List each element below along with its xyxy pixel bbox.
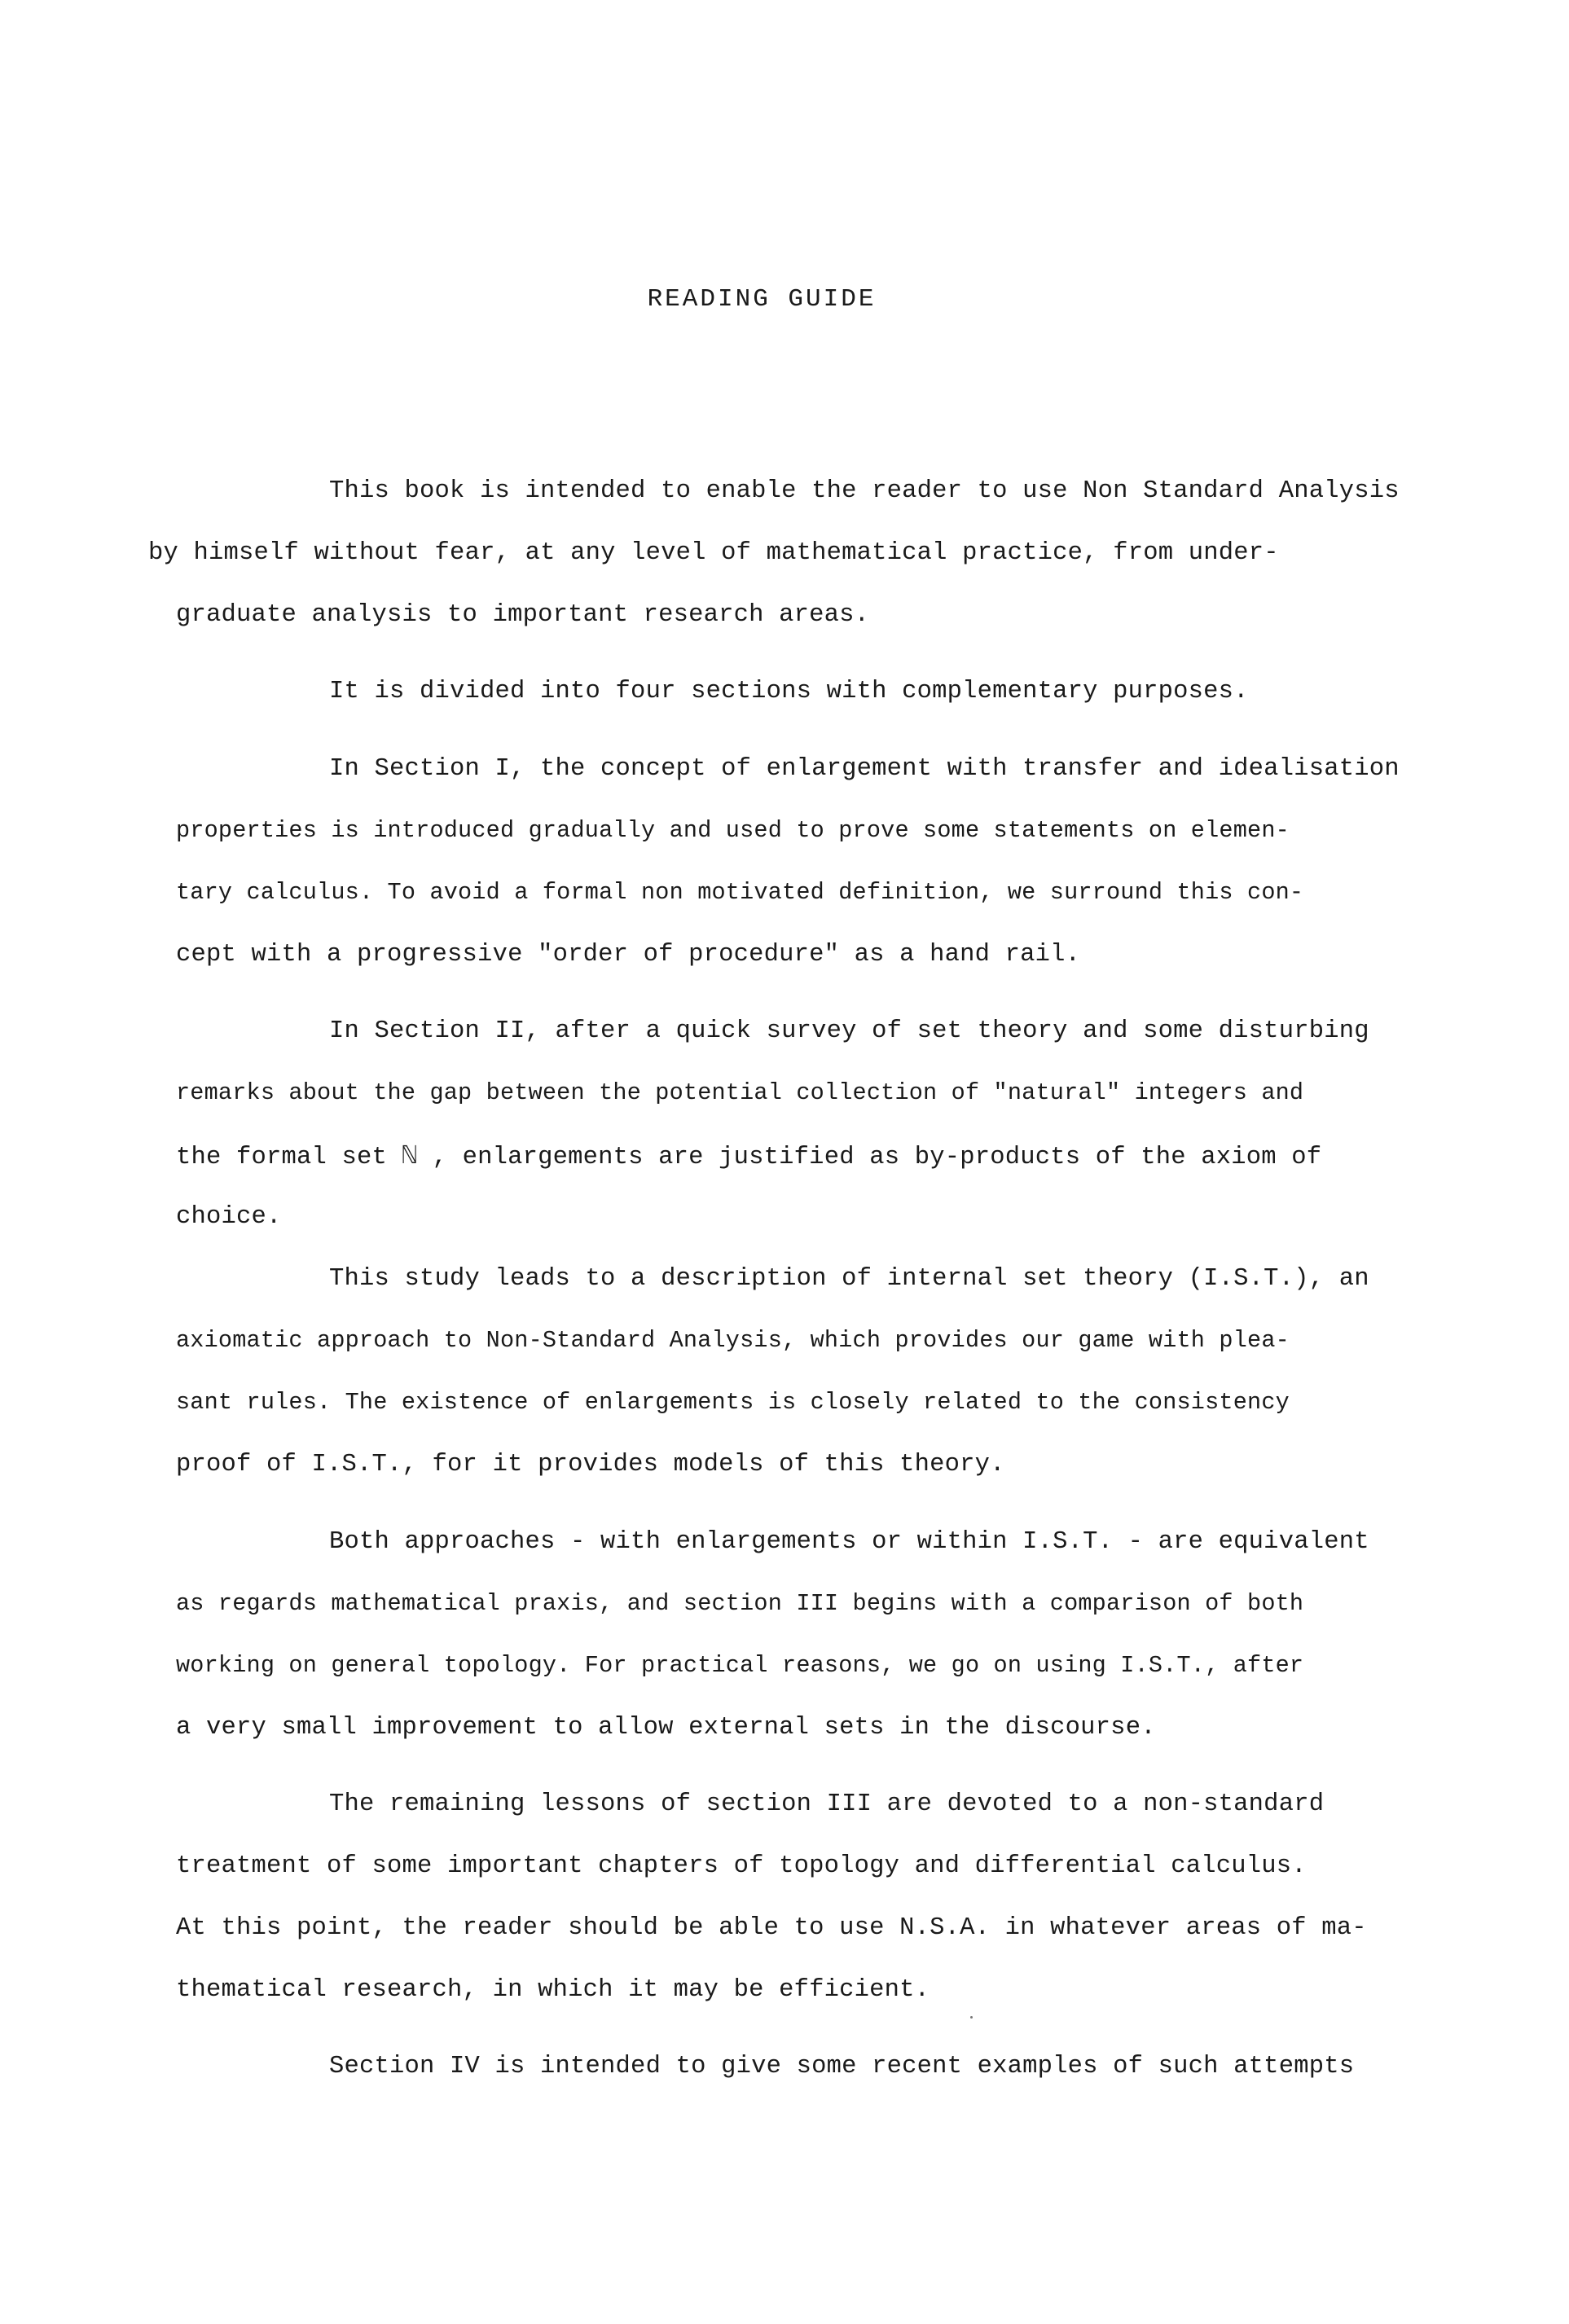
- text-line: as regards mathematical praxis, and section III begins with a comparison of both: [176, 1590, 1304, 1617]
- page-title: READING GUIDE: [647, 285, 877, 314]
- text-line: The remaining lessons of section III are devoted to a non-standard: [329, 1790, 1325, 1818]
- text-line: choice.: [176, 1203, 282, 1231]
- text-line: remarks about the gap between the potential collection of "natural" integers and: [176, 1079, 1304, 1106]
- text-line: the formal set ℕ , enlargements are justified as by-products of the axiom of: [176, 1144, 1322, 1171]
- text-line: sant rules. The existence of enlargements is closely related to the consistency: [176, 1389, 1290, 1416]
- stray-dot: [970, 2016, 973, 2019]
- text-line: At this point, the reader should be able to use N.S.A. in whatever areas of ma-: [176, 1914, 1367, 1942]
- text-line: In Section I, the concept of enlargement with transfer and idealisation: [329, 755, 1400, 783]
- text-line: Section IV is intended to give some recent examples of such attempts: [329, 2053, 1355, 2080]
- text-line: tary calculus. To avoid a formal non motivated definition, we surround this con-: [176, 879, 1304, 906]
- text-line: In Section II, after a quick survey of set theory and some disturbing: [329, 1017, 1369, 1045]
- text-line: Both approaches - with enlargements or within I.S.T. - are equivalent: [329, 1528, 1369, 1556]
- text-line: graduate analysis to important research areas.: [176, 601, 870, 629]
- text-line: by himself without fear, at any level of mathematical practice, from under-: [148, 539, 1279, 567]
- text-line: This book is intended to enable the reader to use Non Standard Analysis: [329, 477, 1400, 505]
- text-line: thematical research, in which it may be efficient.: [176, 1976, 930, 2004]
- text-line: a very small improvement to allow external sets in the discourse.: [176, 1714, 1156, 1742]
- text-line: working on general topology. For practical reasons, we go on using I.S.T., after: [176, 1652, 1304, 1679]
- text-line: This study leads to a description of internal set theory (I.S.T.), an: [329, 1265, 1369, 1293]
- text-line: It is divided into four sections with complementary purposes.: [329, 678, 1249, 705]
- text-line: treatment of some important chapters of topology and differential calculus.: [176, 1852, 1307, 1880]
- text-line: cept with a progressive "order of procedure" as a hand rail.: [176, 941, 1081, 969]
- text-line: proof of I.S.T., for it provides models of this theory.: [176, 1451, 1005, 1478]
- text-line: axiomatic approach to Non-Standard Analysis, which provides our game with plea-: [176, 1327, 1290, 1354]
- text-line: properties is introduced gradually and used to prove some statements on elemen-: [176, 817, 1290, 844]
